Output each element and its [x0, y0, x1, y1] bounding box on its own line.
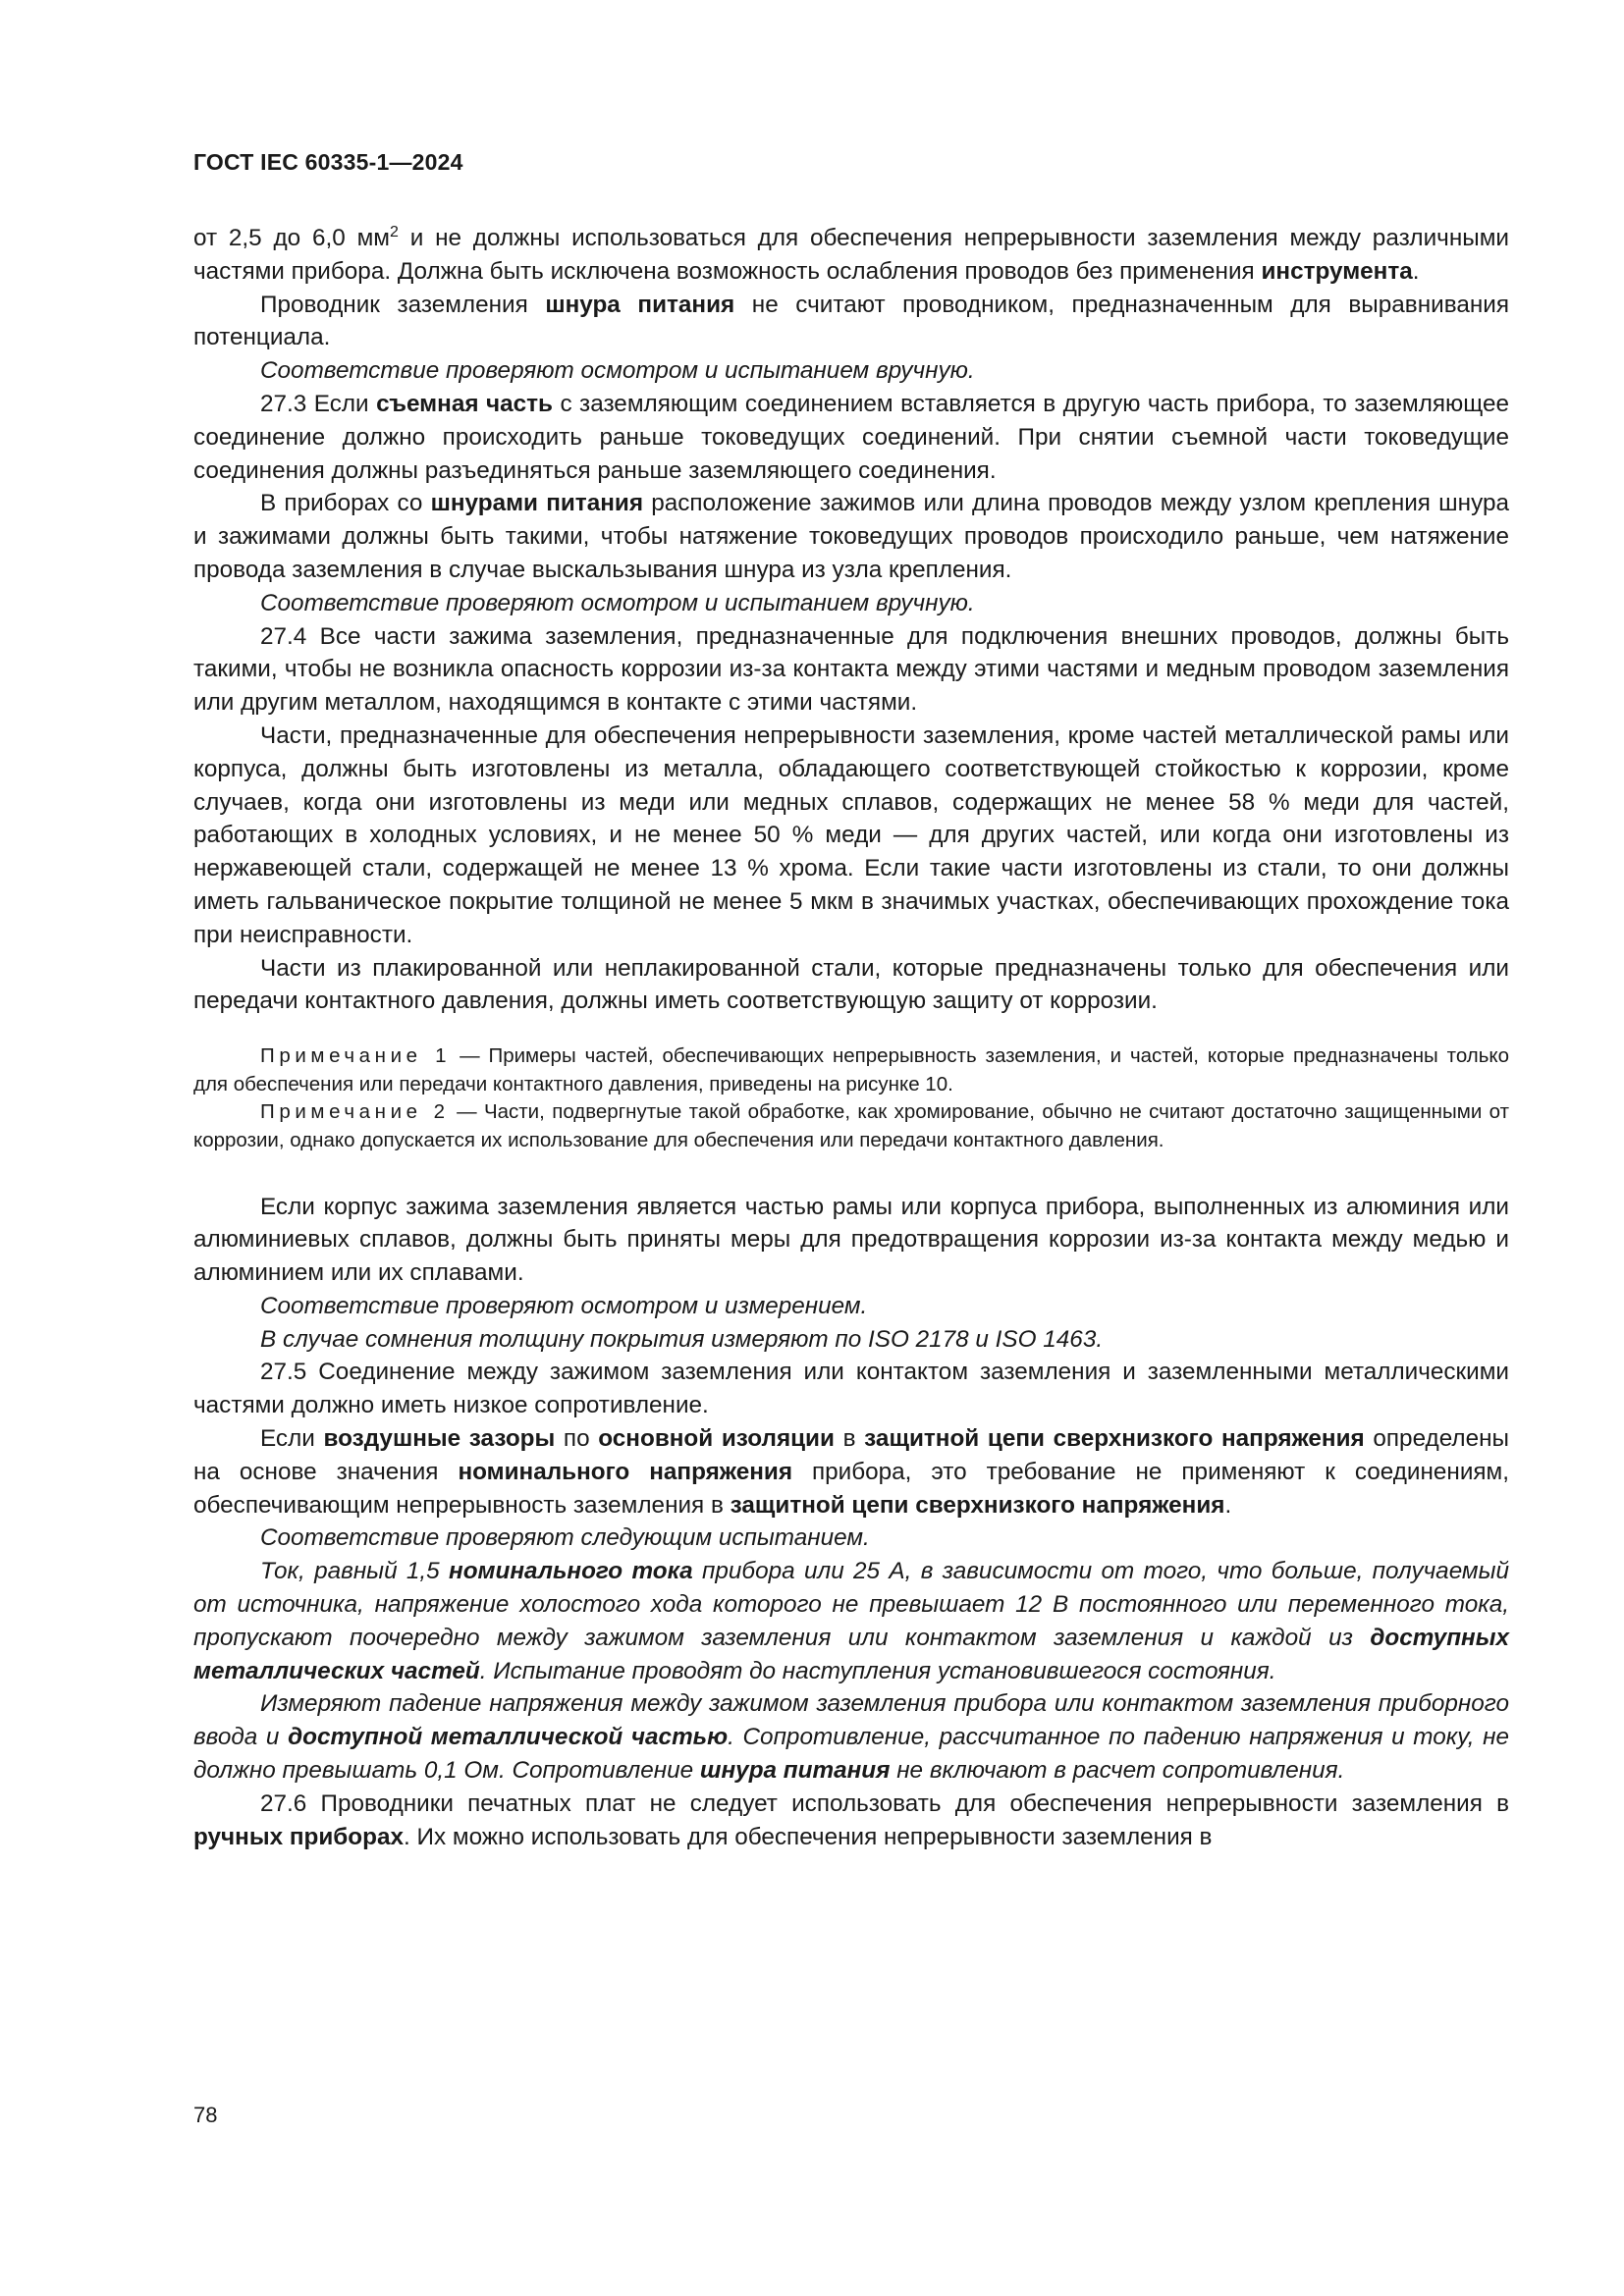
term-bold: инструмента: [1261, 257, 1413, 285]
term-bold: основной изоляции: [598, 1425, 835, 1453]
paragraph: Если корпус зажима заземления является частью рамы или корпуса прибора, выполненных из алюминия или алюминиевых сплавов, должны быть приняты меры для предотвращения коррозии из-за контакта между медью и алюминием или их сплавами.: [193, 1193, 1509, 1287]
term-bold: защитной цепи сверхнизкого напряжения: [864, 1425, 1365, 1453]
paragraph: В случае сомнения толщину покрытия измеряют по ISO 2178 и ISO 1463.: [260, 1325, 1104, 1353]
note-label: Примечание 1: [260, 1044, 452, 1068]
clause-27-4: 27.4 Все части зажима заземления, предназначенные для подключения внешних проводов, должны быть такими, чтобы не возникла опасность коррозии из-за контакта между этими частями и медным проводом заземления или другим металлом, находящимся в контакте с этими частями.: [193, 622, 1509, 717]
paragraph: В приборах со шнурами питания расположение зажимов или длина проводов между узлом крепления шнура и зажимами должны быть такими, чтобы натяжение токоведущих проводов происходило раньше, чем натяжение провода заземления в случае выскальзывания шнура из узла крепления.: [193, 490, 1509, 583]
term-bold: шнура питания: [545, 291, 735, 318]
term-bold: съемная часть: [376, 390, 553, 417]
test-description: Ток, равный 1,5 номинального тока прибора или 25 А, в зависимости от того, что больше, получаемый от источника, напряжение холостого хода которого не превышает 12 В постоянного или переменного тока, пропускают поочередно между зажимом заземления или контактом заземления и каждой из доступных металлических частей. Испытание проводят до наступления установившегося состояния.: [193, 1558, 1509, 1684]
term-bold: доступных металлических частей: [193, 1624, 1509, 1684]
test-description: Измеряют падение напряжения между зажимом заземления прибора или контактом заземления приборного ввода и доступной металлической частью. Сопротивление, рассчитанное по падению напряжения и току, не должно превышать 0,1 Ом. Сопротивление шнура питания не включают в расчет сопротивления.: [193, 1690, 1509, 1785]
paragraph: от 2,5 до 6,0 $мм^2$ и не должны использоваться для обеспечения непрерывности заземления между различными частями прибора. Должна быть исключена возможность ослабления проводов без применения инструмента.: [193, 224, 1509, 285]
notes-block: [193, 1042, 1509, 1154]
page-number: 78: [193, 2103, 218, 2127]
compliance-check: Соответствие проверяют осмотром и испытанием вручную.: [260, 357, 975, 385]
compliance-check: Соответствие проверяют осмотром и испытанием вручную.: [260, 589, 975, 616]
clause-27-3: 27.3 Если съемная часть с заземляющим соединением вставляется в другую часть прибора, то заземляющее соединение должно происходить раньше токоведущих соединений. При снятии съемной части токоведущие соединения должны разъединяться раньше заземляющего соединения.: [193, 390, 1510, 484]
paragraph: Части, предназначенные для обеспечения непрерывности заземления, кроме частей металлической рамы или корпуса, должны быть изготовлены из металла, обладающего соответствующей стойкостью к коррозии, кроме случаев, когда они изготовлены из меди или медных сплавов, содержащих не менее 58 % меди для частей, работающих в холодных условиях, и не менее 50 % меди — для других частей, или когда они изготовлены из нержавеющей стали, содержащей не менее 13 % хрома. Если такие части изготовлены из стали, то они должны иметь гальваническое покрытие толщиной не менее 5 мкм в значимых участках, обеспечивающих прохождение тока при неисправности.: [193, 721, 1509, 948]
term-bold: доступной металлической частью: [288, 1724, 729, 1751]
term-bold: шнурами питания: [430, 490, 644, 517]
clause-27-5: 27.5 Соединение между зажимом заземления или контактом заземления и заземленными металлическими частями должно иметь низкое сопротивление.: [193, 1359, 1509, 1419]
document-header: ГОСТ IEC 60335-1—2024: [193, 149, 463, 175]
note-label: Примечание 2: [260, 1100, 450, 1124]
document-body: [193, 222, 1509, 1853]
term-bold: воздушные зазоры: [323, 1425, 556, 1453]
term-bold: шнура питания: [699, 1757, 891, 1785]
paragraph: Если воздушные зазоры по основной изоляции в защитной цепи сверхнизкого напряжения определены на основе значения номинального напряжения прибора, это требование не применяют к соединениям, обеспечивающим непрерывность заземления в защитной цепи сверхнизкого напряжения.: [193, 1425, 1510, 1519]
term-bold: номинального тока: [449, 1558, 693, 1585]
term-bold: номинального напряжения: [458, 1458, 792, 1485]
paragraph: Части из плакированной или неплакированной стали, которые предназначены только для обеспечения или передачи контактного давления, должны иметь соответствующую защиту от коррозии.: [193, 954, 1509, 1015]
compliance-check: Соответствие проверяют осмотром и измерением.: [260, 1292, 868, 1319]
clause-27-6: 27.6 Проводники печатных плат не следует использовать для обеспечения непрерывности заземления в ручных приборах. Их можно использовать для обеспечения непрерывности заземления в: [193, 1789, 1509, 1850]
note-1: Примечание 1 — Примеры частей, обеспечивающих непрерывность заземления, и частей, которые предназначены только для обеспечения или передачи контактного давления, приведены на рисунке 10.: [193, 1044, 1510, 1095]
paragraph: Проводник заземления шнура питания не считают проводником, предназначенным для выравнивания потенциала.: [193, 291, 1509, 351]
term-bold: ручных приборах: [193, 1823, 404, 1850]
note-2: Примечание 2 — Части, подвергнутые такой обработке, как хромирование, обычно не считают достаточно защищенными от коррозии, однако допускается их использование для обеспечения или передачи контактного давления.: [193, 1100, 1510, 1151]
term-bold: защитной цепи сверхнизкого напряжения: [730, 1491, 1225, 1519]
compliance-check: Соответствие проверяют следующим испытанием.: [260, 1524, 870, 1552]
